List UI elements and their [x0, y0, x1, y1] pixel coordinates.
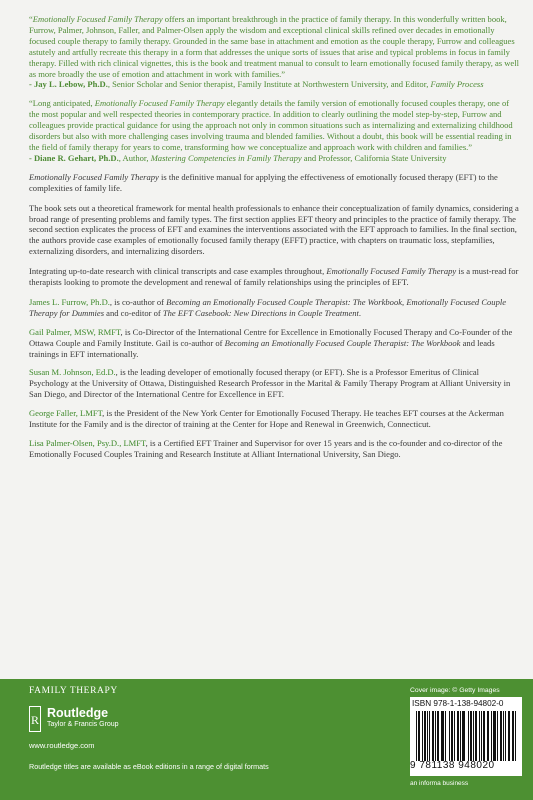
- text-run: , is the President of the New York Center for Emotionally Focused Therapy. He teaches EFT courses at the Ackerman Institute for the Family and is the director of training at the Center for Hope and Renewal in Greenwich, Connecticut.: [29, 408, 504, 430]
- description-paragraph: [29, 203, 519, 258]
- subject-label: FAMILY THERAPY: [29, 686, 118, 696]
- barcode-bar: [484, 711, 485, 761]
- text-run: “: [29, 14, 33, 24]
- barcode-bar: [495, 711, 496, 761]
- isbn-text: ISBN 978-1-138-94802-0: [412, 699, 504, 708]
- endorser-title-tail: and Professor, California State University: [301, 152, 447, 163]
- barcode: [416, 711, 516, 761]
- author-bio: [29, 327, 519, 360]
- barcode-bar: [443, 711, 444, 761]
- barcode-bar: [476, 711, 477, 761]
- text-run: and leads trainings in EFT internationally.: [29, 337, 495, 359]
- barcode-bar: [438, 711, 439, 761]
- barcode-bar: [488, 711, 489, 761]
- author-bio: [29, 438, 519, 460]
- book-description: [29, 172, 519, 288]
- barcode-bar: [454, 711, 455, 761]
- text-run: , is Co-Director of the International Centre for Excellence in Emotionally Focused Therapy and Co-Founder of the Ottawa Couple and Family Institute. Gail is co-author of: [29, 326, 513, 348]
- barcode-bar: [449, 711, 450, 761]
- barcode-bar: [479, 711, 480, 761]
- barcode-bar: [473, 711, 474, 761]
- barcode-bar: [503, 711, 504, 761]
- endorsement-attribution: [29, 153, 447, 163]
- author-bio: [29, 367, 519, 400]
- barcode-panel: [410, 697, 522, 776]
- text-run: offers an important breakthrough in the practice of family therapy. In this wonderfully written book, Furrow, Palmer, Johnson, Faller, and Palmer-Olsen apply the wisdom and exceptional clinical skills refined over decades in emotionally focused couple therapy to family therapy. Grounded in the same base in attachment and emotion as the couple therapy, Furrow and colleagues astutely and artfully recreate this therapy in a form that addresses the unique sorts of issues that arise and typical problems in focus in family therapy. Filled with rich clinical vignettes, this is the book and treatment manual to consult to learn emotionally focused family therapy, as well as more broadly the use of emotion and attachment in work with families.”: [29, 14, 519, 79]
- barcode-bar: [433, 711, 434, 761]
- routledge-logo: [29, 706, 189, 734]
- ebook-note: Routledge titles are available as eBook editions in a range of digital formats: [29, 762, 269, 771]
- barcode-bar: [458, 711, 459, 761]
- barcode-bar: [445, 711, 446, 761]
- author-name: Lisa Palmer-Olsen, Psy.D., LMFT: [29, 438, 146, 448]
- logo-letter: R: [31, 713, 40, 727]
- barcode-bar: [505, 711, 506, 761]
- barcode-bar: [427, 711, 428, 761]
- text-run: Integrating up-to-date research with clinical transcripts and case examples throughout,: [29, 266, 327, 277]
- barcode-bar: [435, 711, 436, 761]
- barcode-bar: [491, 711, 492, 761]
- author-name: James L. Furrow, Ph.D.: [29, 296, 110, 307]
- text-run: Becoming an Emotionally Focused Couple Therapist: The Workbook: [166, 296, 403, 307]
- endorser-publication: Mastering Competencies in Family Therapy: [150, 152, 302, 163]
- barcode-bar: [422, 711, 423, 761]
- barcode-bar: [468, 711, 469, 761]
- barcode-bar: [429, 711, 430, 761]
- barcode-bar: [509, 711, 510, 761]
- barcode-bar: [481, 711, 482, 761]
- cover-image-credit: Cover image: © Getty Images: [410, 687, 500, 694]
- author-bio: [29, 408, 519, 430]
- author-name: Susan M. Johnson, Ed.D.: [29, 367, 116, 378]
- publisher-name: Routledge: [47, 706, 109, 720]
- text-run: Emotionally Focused Family Therapy: [29, 171, 159, 182]
- endorser-name: - Diane R. Gehart, Ph.D.: [29, 152, 119, 163]
- endorser-name: - Jay L. Lebow, Ph.D.: [29, 79, 108, 90]
- endorser-publication: Family Process: [430, 79, 484, 90]
- author-bio: [29, 297, 519, 319]
- text-run: is a must-read for therapists looking to promote the development and renewal of family relationships using the principles of EFT.: [29, 266, 519, 288]
- cover-text-column: [29, 14, 519, 468]
- barcode-digits: 9 781138 948020: [410, 760, 495, 771]
- barcode-bar: [501, 711, 502, 761]
- description-paragraph: [29, 266, 519, 288]
- text-run: Emotionally Focused Couple Therapy for Dummies: [29, 296, 507, 318]
- endorsement-quote: [29, 98, 519, 163]
- barcode-bar: [416, 711, 417, 761]
- barcode-bar: [452, 711, 453, 761]
- barcode-bar: [460, 711, 461, 761]
- routledge-mark-icon: [29, 706, 41, 732]
- barcode-bar: [497, 711, 498, 761]
- barcode-bar: [515, 711, 516, 761]
- text-run: , is co-author of: [109, 296, 167, 307]
- text-run: , is a Certified EFT Trainer and Supervisor for over 15 years and is the co-founder and co-director of the Emotionally Focused Couples Training and Research Institute at Alliant International University, San Diego.: [29, 438, 503, 459]
- text-run: elegantly details the family version of emotionally focused couples therapy, one of the most popular and well respected theories in contemporary practice. In addition to clearly outlining the model step-by-step, Furrow and colleagues provide practical guidance for using the approach not only in common situations such as internalizing and externalizing childhood disorders but also with more challenging cases involving trauma and blended families. Without a doubt, this book will be essential reading in the field of family therapy for years to come, transforming how we conceptualize and approach work with children and families.”: [29, 98, 513, 152]
- author-name: George Faller, LMFT: [29, 408, 103, 419]
- endorsement-quote: [29, 14, 519, 90]
- text-run: “Long anticipated,: [29, 98, 95, 109]
- text-run: The EFT Casebook: New Directions in Couple Treatment: [162, 307, 359, 318]
- text-run: , is the leading developer of emotionally focused therapy (or EFT). She is a Professor Emeritus of Clinical Psychology at the University of Ottawa, Distinguished Research Professor in the Marital & Family Therapy Program at Alliant University in San Diego, and Director of the International Centre for Excellence in EFT.: [29, 367, 511, 400]
- endorsement-attribution: [29, 79, 484, 89]
- barcode-bar: [513, 711, 514, 761]
- barcode-bar: [464, 711, 465, 761]
- text-run: Emotionally Focused Family Therapy: [326, 266, 457, 277]
- text-run: Becoming an Emotionally Focused Couple Therapist: The Workbook: [224, 337, 461, 348]
- publisher-subtitle: Taylor & Francis Group: [47, 721, 119, 728]
- author-bios: [29, 297, 519, 460]
- author-name: Gail Palmer, MSW, RMFT: [29, 326, 121, 337]
- text-run: is the definitive manual for applying the effectiveness of emotionally focused therapy (EFT) to the complexities of family life.: [29, 171, 498, 193]
- endorser-title: , Senior Scholar and Senior therapist, Family Institute at Northwestern University, and Editor,: [107, 79, 431, 90]
- barcode-bar: [471, 711, 472, 761]
- text-run: Emotionally Focused Family Therapy: [32, 14, 163, 24]
- publisher-website-link[interactable]: www.routledge.com: [29, 741, 95, 750]
- text-run: ,: [402, 296, 407, 307]
- text-run: Emotionally Focused Family Therapy: [94, 98, 225, 109]
- endorsements: [29, 14, 519, 164]
- text-run: .: [358, 307, 362, 318]
- description-paragraph: [29, 172, 519, 194]
- text-run: The book sets out a theoretical framework for mental health professionals to enhance their conceptualization of family dynamics, considering a broad range of presenting problems and family types. The first section applies EFT theory and principles to the practice of family therapy. The second section explicates the process of EFT and examines the interventions associated with the EFT approach to families. In the final section, the authors provide case examples of emotionally focused family therapy (EFFT) practice, with chapters on traumatic loss, stepfamilies, externalizing disorders, and internalizing disorders.: [29, 202, 519, 257]
- endorser-title: , Author,: [118, 152, 151, 163]
- informa-tagline: an informa business: [410, 780, 469, 787]
- barcode-bar: [419, 711, 420, 761]
- text-run: and co-editor of: [104, 307, 163, 318]
